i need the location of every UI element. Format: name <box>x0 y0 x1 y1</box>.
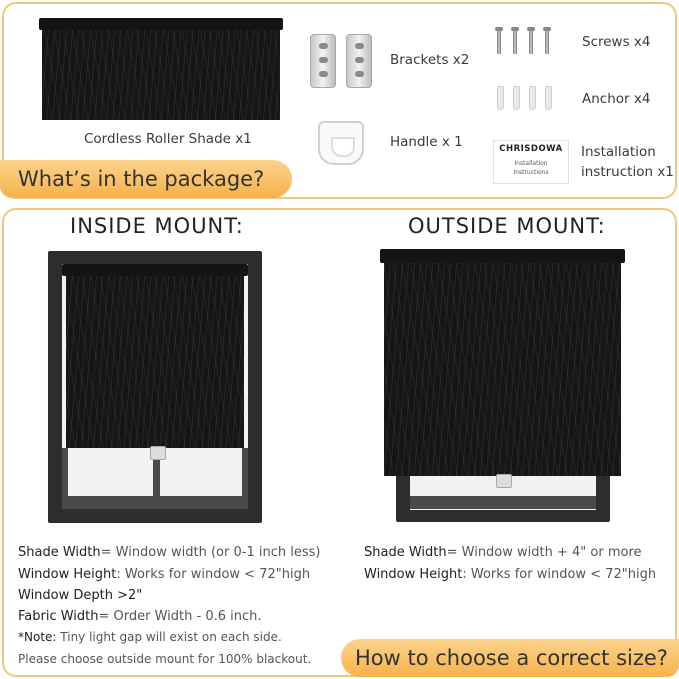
shade-label: Cordless Roller Shade x1 <box>84 131 252 147</box>
outside-shade-fabric <box>384 263 621 476</box>
screw-icon <box>513 30 517 54</box>
screws-label: Screws x4 <box>582 34 651 50</box>
screw-icon <box>545 30 549 54</box>
manual-brand: CHRISDOWA <box>499 144 563 154</box>
outside-shade-handle-icon <box>496 474 512 488</box>
outside-spec-shade-width: Shade Width= Window width + 4" or more <box>364 545 642 560</box>
inside-window-rail-right <box>242 448 248 498</box>
inside-spec-window-height: Window Height: Works for window < 72"high <box>18 567 311 582</box>
anchor-icon <box>497 86 504 110</box>
inside-window-rail-left <box>62 448 68 498</box>
inside-spec-note: *Note: Tiny light gap will exist on each side. <box>18 630 282 644</box>
inside-shade-handle-icon <box>150 446 166 460</box>
instruction-manual <box>493 140 569 184</box>
outside-window-sill <box>410 496 596 509</box>
inside-shade-fabric <box>66 276 244 448</box>
inside-spec-fabric-width: Fabric Width= Order Width - 0.6 inch. <box>18 609 262 624</box>
outside-mount-heading: OUTSIDE MOUNT: <box>408 214 606 238</box>
outside-spec-window-height: Window Height: Works for window < 72"high <box>364 567 657 582</box>
instruction-label-line2: instruction x1 <box>581 164 674 180</box>
anchor-icon <box>513 86 520 110</box>
roller-shade-headrail <box>39 18 283 30</box>
manual-line1: Installation <box>514 160 548 167</box>
size-title-tag <box>341 639 679 677</box>
brackets-label: Brackets x2 <box>390 52 470 68</box>
inside-spec-shade-width: Shade Width= Window width (or 0-1 inch less) <box>18 545 321 560</box>
instruction-label-line1: Installation <box>581 144 656 160</box>
anchor-icon <box>545 86 552 110</box>
inside-spec-window-depth: Window Depth >2" <box>18 588 143 603</box>
roller-shade-fabric <box>42 30 280 120</box>
screw-icon <box>529 30 533 54</box>
inside-shade-headrail <box>62 264 248 276</box>
manual-line2: Instructions <box>513 169 549 176</box>
anchor-label: Anchor x4 <box>582 91 651 107</box>
size-title: How to choose a correct size? <box>355 646 668 670</box>
bracket-left <box>310 34 336 88</box>
outside-shade-headrail <box>380 249 625 263</box>
handle-label: Handle x 1 <box>390 134 463 150</box>
package-title: What’s in the package? <box>18 167 265 191</box>
package-title-tag <box>0 160 292 198</box>
screw-icon <box>497 30 501 54</box>
inside-mount-heading: INSIDE MOUNT: <box>70 214 244 238</box>
inside-spec-note-line2: Please choose outside mount for 100% blackout. <box>18 652 312 666</box>
bracket-right <box>346 34 372 88</box>
anchor-icon <box>529 86 536 110</box>
handle-icon <box>318 121 364 165</box>
